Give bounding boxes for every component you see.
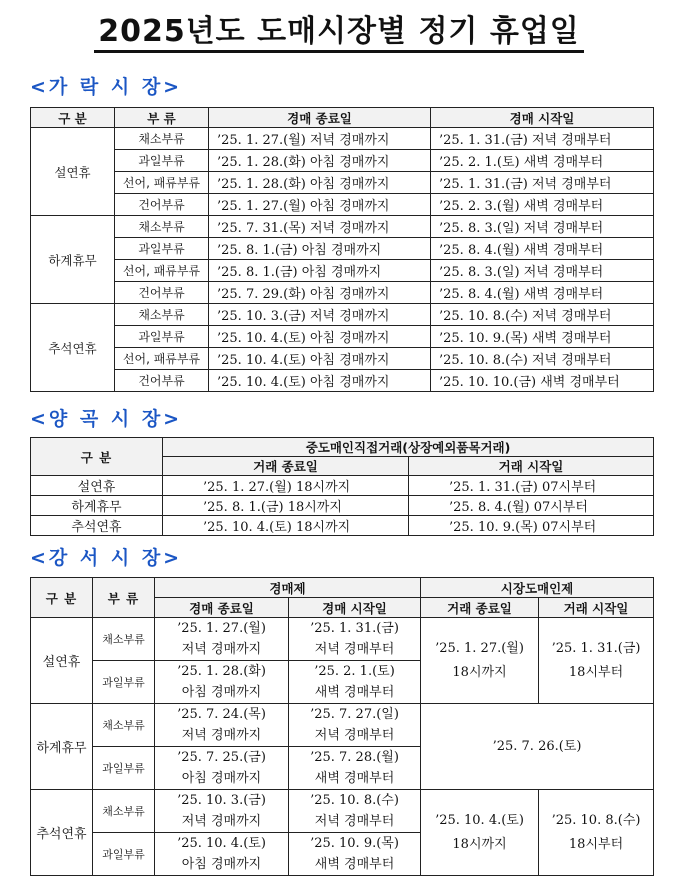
auction-start-date-line2: 새벽 경매부터: [314, 857, 395, 872]
header-start-date: 경매 시작일: [431, 108, 654, 128]
header-group: 구 분: [31, 438, 163, 476]
auction-end-date: [155, 747, 289, 790]
trade-end-date: ’25. 8. 1.(금) 18시까지: [163, 496, 409, 516]
table-row: [31, 238, 654, 260]
header-group: 구 분: [31, 108, 115, 128]
auction-start-date: ’25. 2. 3.(월) 새벽 경매부터: [431, 194, 654, 216]
auction-start-date: ’25. 1. 31.(금) 저녁 경매부터: [431, 172, 654, 194]
trade-start-date: ’25. 10. 9.(목) 07시부터: [409, 516, 654, 536]
table-row: [31, 128, 654, 150]
trade-start-date: [539, 790, 654, 876]
auction-start-date: [289, 833, 421, 876]
auction-end-date-line2: 아침 경매까지: [181, 685, 262, 700]
auction-start-date: ’25. 8. 3.(일) 저녁 경매부터: [431, 260, 654, 282]
trade-start-date-line1: ’25. 10. 8.(수): [551, 812, 641, 828]
auction-start-date-line1: ’25. 7. 27.(일): [310, 707, 399, 722]
auction-end-date: ’25. 1. 27.(월) 저녁 경매까지: [209, 128, 431, 150]
header-auction-end: 경매 종료일: [155, 598, 289, 618]
category: 선어, 패류부류: [115, 348, 209, 370]
auction-end-date: [155, 661, 289, 704]
auction-end-date-line1: ’25. 7. 24.(목): [177, 707, 266, 722]
auction-start-date-line1: ’25. 10. 8.(수): [310, 793, 399, 808]
category: 채소부류: [93, 618, 155, 661]
header-auction-start: 경매 시작일: [289, 598, 421, 618]
category: 과일부류: [115, 238, 209, 260]
yanggok-table: [30, 437, 654, 536]
auction-start-date: [289, 790, 421, 833]
auction-end-date-line1: ’25. 10. 4.(토): [177, 836, 266, 851]
garak-table: [30, 107, 654, 392]
auction-start-date: [289, 704, 421, 747]
category: 건어부류: [115, 194, 209, 216]
trade-end-date-line2: 18시까지: [452, 664, 507, 680]
trade-end-date: ’25. 1. 27.(월) 18시까지: [163, 476, 409, 496]
holiday-period: 설연휴: [31, 128, 115, 216]
category: 과일부류: [115, 326, 209, 348]
category: 채소부류: [115, 304, 209, 326]
auction-start-date: ’25. 2. 1.(토) 새벽 경매부터: [431, 150, 654, 172]
header-trade-start: 거래 시작일: [539, 598, 654, 618]
auction-end-date: [155, 790, 289, 833]
table-row: [31, 282, 654, 304]
gangseo-heading: <강 서 시 장>: [30, 547, 183, 569]
gangseo-table: [30, 577, 654, 876]
category: 과일부류: [93, 833, 155, 876]
holiday-period: 하계휴무: [31, 216, 115, 304]
table-row: [31, 216, 654, 238]
auction-start-date-line2: 저녁 경매부터: [314, 642, 395, 657]
trade-date: ’25. 7. 26.(토): [421, 704, 654, 790]
table-row: [31, 618, 654, 661]
category: 건어부류: [115, 282, 209, 304]
auction-start-date: [289, 618, 421, 661]
category: 선어, 패류부류: [115, 172, 209, 194]
auction-start-date-line1: ’25. 10. 9.(목): [310, 836, 399, 851]
auction-end-date-line1: ’25. 7. 25.(금): [177, 750, 266, 765]
table-row: [31, 172, 654, 194]
header-trade-start: 거래 시작일: [409, 457, 654, 476]
header-auction-system: 경매제: [155, 578, 421, 598]
auction-start-date-line2: 새벽 경매부터: [314, 771, 395, 786]
category: 과일부류: [115, 150, 209, 172]
table-row: [31, 496, 654, 516]
auction-start-date: [289, 747, 421, 790]
auction-end-date-line1: ’25. 1. 27.(월): [177, 621, 266, 636]
holiday-period: 추석연휴: [31, 790, 93, 876]
auction-end-date: ’25. 1. 27.(월) 아침 경매까지: [209, 194, 431, 216]
trade-start-date-line2: 18시부터: [568, 664, 624, 680]
table-row: [31, 326, 654, 348]
table-row: [31, 790, 654, 833]
auction-end-date-line1: ’25. 10. 3.(금): [177, 793, 266, 808]
auction-start-date-line2: 저녁 경매부터: [314, 814, 395, 829]
header-direct-trade: 중도매인직접거래(상장예외품목거래): [163, 438, 654, 457]
table-row: [31, 150, 654, 172]
auction-end-date-line2: 저녁 경매까지: [181, 728, 262, 743]
auction-end-date: ’25. 8. 1.(금) 아침 경매까지: [209, 260, 431, 282]
category: 건어부류: [115, 370, 209, 392]
table-row: [31, 370, 654, 392]
holiday-period: 추석연휴: [31, 516, 163, 536]
trade-start-date: [539, 618, 654, 704]
auction-end-date: ’25. 10. 3.(금) 저녁 경매까지: [209, 304, 431, 326]
category: 채소부류: [93, 790, 155, 833]
trade-start-date: ’25. 8. 4.(월) 07시부터: [409, 496, 654, 516]
table-row: [31, 194, 654, 216]
category: 채소부류: [93, 704, 155, 747]
auction-start-date-line2: 새벽 경매부터: [314, 685, 395, 700]
page-title: 2025년도 도매시장별 정기 휴업일: [0, 6, 678, 50]
category: 채소부류: [115, 216, 209, 238]
auction-end-date: [155, 833, 289, 876]
auction-end-date-line2: 아침 경매까지: [181, 771, 262, 786]
trade-end-date: [421, 790, 539, 876]
table-row: [31, 348, 654, 370]
table-row: [31, 476, 654, 496]
auction-end-date-line2: 저녁 경매까지: [181, 814, 262, 829]
auction-end-date: ’25. 7. 31.(목) 저녁 경매까지: [209, 216, 431, 238]
holiday-period: 하계휴무: [31, 704, 93, 790]
auction-end-date: ’25. 10. 4.(토) 아침 경매까지: [209, 348, 431, 370]
table-row: [31, 260, 654, 282]
auction-start-date: ’25. 10. 8.(수) 저녁 경매부터: [431, 304, 654, 326]
auction-end-date: ’25. 7. 29.(화) 아침 경매까지: [209, 282, 431, 304]
trade-end-date: ’25. 10. 4.(토) 18시까지: [163, 516, 409, 536]
trade-end-date-line1: ’25. 10. 4.(토): [435, 812, 524, 828]
auction-start-date: ’25. 10. 9.(목) 새벽 경매부터: [431, 326, 654, 348]
auction-start-date-line2: 저녁 경매부터: [314, 728, 395, 743]
trade-start-date-line2: 18시부터: [568, 836, 624, 852]
auction-end-date-line2: 아침 경매까지: [181, 857, 262, 872]
auction-end-date: [155, 704, 289, 747]
trade-start-date-line1: ’25. 1. 31.(금): [551, 640, 641, 656]
auction-start-date-line1: ’25. 1. 31.(금): [310, 621, 399, 636]
header-category: 부 류: [93, 578, 155, 618]
trade-end-date-line1: ’25. 1. 27.(월): [435, 640, 524, 656]
auction-start-date: ’25. 8. 4.(월) 새벽 경매부터: [431, 282, 654, 304]
trade-end-date: [421, 618, 539, 704]
holiday-period: 설연휴: [31, 476, 163, 496]
holiday-period: 하계휴무: [31, 496, 163, 516]
auction-end-date: ’25. 8. 1.(금) 아침 경매까지: [209, 238, 431, 260]
category: 선어, 패류부류: [115, 260, 209, 282]
category: 과일부류: [93, 661, 155, 704]
auction-start-date-line1: ’25. 7. 28.(월): [310, 750, 399, 765]
holiday-period: 설연휴: [31, 618, 93, 704]
table-row: [31, 516, 654, 536]
auction-end-date: [155, 618, 289, 661]
category: 과일부류: [93, 747, 155, 790]
header-end-date: 경매 종료일: [209, 108, 431, 128]
trade-start-date: ’25. 1. 31.(금) 07시부터: [409, 476, 654, 496]
auction-start-date: ’25. 10. 10.(금) 새벽 경매부터: [431, 370, 654, 392]
header-market-wholesaler-system: 시장도매인제: [421, 578, 654, 598]
category: 채소부류: [115, 128, 209, 150]
auction-end-date: ’25. 10. 4.(토) 아침 경매까지: [209, 326, 431, 348]
auction-start-date: ’25. 10. 8.(수) 저녁 경매부터: [431, 348, 654, 370]
auction-end-date-line1: ’25. 1. 28.(화): [177, 664, 266, 679]
auction-start-date-line1: ’25. 2. 1.(토): [314, 664, 395, 679]
auction-start-date: ’25. 8. 4.(월) 새벽 경매부터: [431, 238, 654, 260]
header-trade-end: 거래 종료일: [421, 598, 539, 618]
yanggok-heading: <양 곡 시 장>: [30, 408, 183, 430]
auction-end-date-line2: 저녁 경매까지: [181, 642, 262, 657]
auction-start-date: [289, 661, 421, 704]
auction-end-date: ’25. 1. 28.(화) 아침 경매까지: [209, 150, 431, 172]
header-group: 구 분: [31, 578, 93, 618]
header-category: 부 류: [115, 108, 209, 128]
auction-end-date: ’25. 10. 4.(토) 아침 경매까지: [209, 370, 431, 392]
auction-end-date: ’25. 1. 28.(화) 아침 경매까지: [209, 172, 431, 194]
trade-end-date-line2: 18시까지: [452, 836, 507, 852]
header-trade-end: 거래 종료일: [163, 457, 409, 476]
table-row: [31, 304, 654, 326]
holiday-period: 추석연휴: [31, 304, 115, 392]
table-row: [31, 704, 654, 747]
auction-start-date: ’25. 8. 3.(일) 저녁 경매부터: [431, 216, 654, 238]
garak-heading: <가 락 시 장>: [30, 76, 183, 98]
auction-start-date: ’25. 1. 31.(금) 저녁 경매부터: [431, 128, 654, 150]
